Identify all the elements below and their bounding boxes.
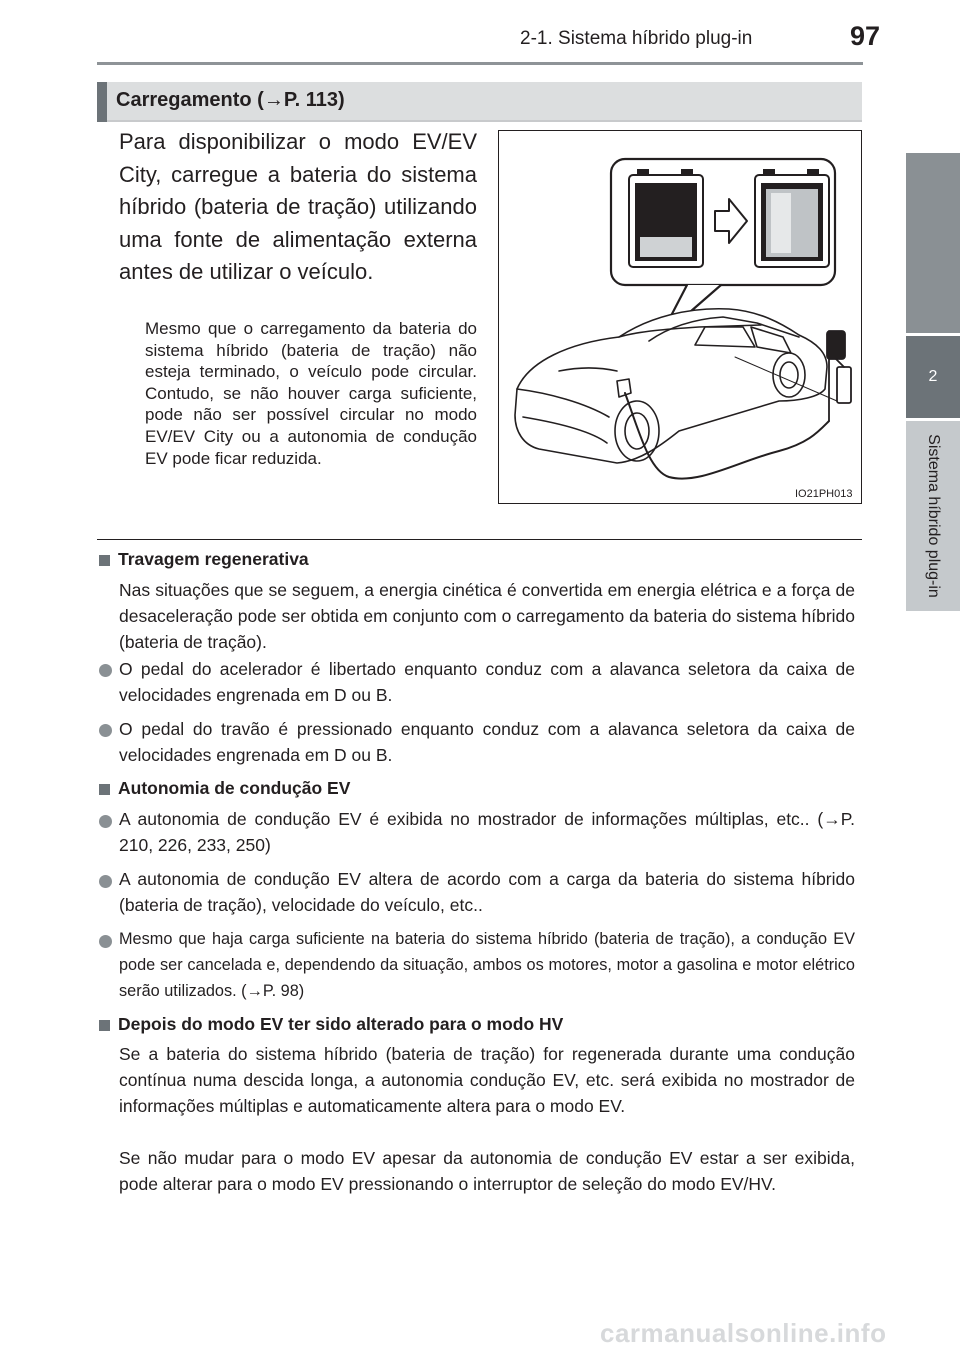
bullet-dot-icon xyxy=(99,664,112,677)
side-tab-top xyxy=(906,153,960,333)
range-bullet: Mesmo que haja carga suficiente na bateria do sistema híbrido (bateria de tração), a condução EV pode ser cancelada e, dependendo da situação, ambos os motores, motor a gasolina e motor elétrico serão utilizados. (→P. 98) xyxy=(119,930,855,1000)
chapter-number: 2 xyxy=(928,368,938,385)
chapter-number-tab xyxy=(906,336,960,418)
bullet-dot-icon xyxy=(99,724,112,737)
section-title: 2-1. Sistema híbrido plug-in xyxy=(520,28,753,49)
regen-bullet: O pedal do acelerador é libertado enquanto conduz com a alavanca seletora da caixa de velocidades engrenada em D ou B. xyxy=(119,659,855,705)
hv-paragraph: Se a bateria do sistema híbrido (bateria de tração) for regenerada durante uma condução contínua numa descida longa, a autonomia condução EV, etc. será exibida no mostrador de informações múltiplas e automaticamente altera para o modo EV. xyxy=(119,1044,855,1116)
range-bullet: A autonomia de condução EV altera de acordo com a carga da bateria do sistema híbrido (bateria de tração), velocidade do veículo, etc.. xyxy=(119,869,855,915)
regen-bullet: O pedal do travão é pressionado enquanto conduz com a alavanca seletora da caixa de velocidades engrenada em D ou B. xyxy=(119,719,855,765)
chapter-label: Sistema híbrido plug-in xyxy=(925,434,942,598)
charging-note: Mesmo que o carregamento da bateria do sistema híbrido (bateria de tração) não esteja terminado, o veículo pode circular. Contudo, se não houver carga suficiente, pode não ser possível circular no modo EV/EV City ou a autonomia de condução EV pode ficar reduzida. xyxy=(145,319,477,468)
figure-code: IO21PH013 xyxy=(795,488,853,500)
car-charging-drawing xyxy=(499,131,860,502)
page-number: 97 xyxy=(850,21,881,51)
charging-intro: Para disponibilizar o modo EV/EV City, carregue a bateria do sistema híbrido (bateria de tração) utilizando uma fonte de alimentação externa antes de utilizar o veículo. xyxy=(119,129,477,284)
battery-full-icon xyxy=(755,169,829,267)
heading-range: Autonomia de condução EV xyxy=(118,778,351,798)
car-drawing xyxy=(515,309,827,463)
watermark-text: carmanualsonline.info xyxy=(600,1318,887,1348)
range-bullet: A autonomia de condução EV é exibida no mostrador de informações múltiplas, etc.. (→P. 210, 226, 233, 250) xyxy=(119,809,855,855)
charging-header-accent xyxy=(97,82,107,122)
charging-title: Carregamento (→P. 113) xyxy=(116,89,345,111)
bullet-dot-icon xyxy=(99,875,112,888)
heading-square-icon xyxy=(99,1020,110,1031)
heading-regen: Travagem regenerativa xyxy=(118,549,309,569)
heading-square-icon xyxy=(99,555,110,566)
battery-low-icon xyxy=(629,169,703,267)
heading-hv: Depois do modo EV ter sido alterado para o modo HV xyxy=(118,1014,564,1034)
regen-text: Nas situações que se seguem, a energia cinética é convertida em energia elétrica e a força de desaceleração pode ser obtida em conjunto com o carregamento da bateria do sistema híbrido (bateria de tração). xyxy=(119,580,855,652)
hv-paragraph: Se não mudar para o modo EV apesar da autonomia de condução EV estar a ser exibida, pode alterar para o modo EV pressionando o interruptor de seleção do modo EV/HV. xyxy=(119,1148,855,1194)
heading-square-icon xyxy=(99,784,110,795)
header-rule xyxy=(97,62,863,65)
section-divider xyxy=(97,539,862,540)
bullet-dot-icon xyxy=(99,815,112,828)
bullet-dot-icon xyxy=(99,935,112,948)
charging-illustration xyxy=(498,130,862,504)
